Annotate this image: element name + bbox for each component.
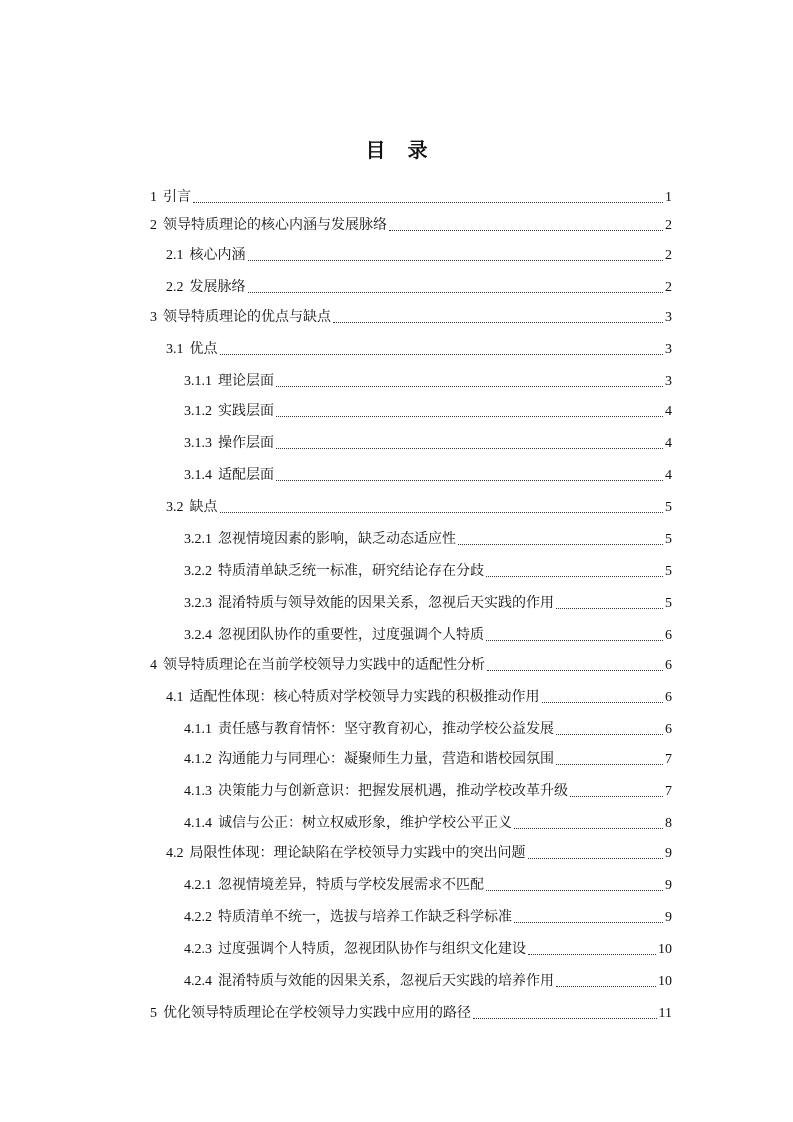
toc-entry-page: 6 — [665, 690, 672, 705]
toc-entry-number: 3.2.2 — [184, 564, 212, 579]
dot-leader — [333, 322, 663, 323]
toc-entry-text: 过度强调个人特质，忽视团队协作与组织文化建设 — [218, 941, 526, 957]
toc-entry-page: 8 — [665, 816, 672, 831]
dot-leader — [486, 640, 663, 641]
dot-leader — [556, 764, 663, 765]
toc-entry-label — [184, 973, 554, 990]
toc-entry[interactable] — [184, 936, 672, 958]
toc-entry[interactable] — [184, 904, 672, 926]
dot-leader — [276, 448, 663, 449]
toc-entry-number: 3.2.4 — [184, 628, 212, 643]
toc-entry-text: 忽视情境因素的影响，缺乏动态适应性 — [218, 531, 456, 547]
toc-entry-number: 4.2.1 — [184, 878, 212, 893]
toc-entry-text: 领导特质理论的核心内涵与发展脉络 — [163, 217, 387, 233]
toc-entry-number: 2 — [150, 218, 157, 233]
toc-entry-text: 混淆特质与领导效能的因果关系，忽视后天实践的作用 — [218, 595, 554, 611]
dot-leader — [389, 230, 663, 231]
dot-leader — [528, 858, 664, 859]
toc-entry-number: 4.2 — [166, 846, 184, 861]
toc-entry-number: 2.2 — [166, 280, 184, 295]
dot-leader — [570, 796, 663, 797]
toc-entry-text: 诚信与公正：树立权威形象，维护学校公平正义 — [218, 815, 512, 831]
toc-entry-number: 3.2 — [166, 500, 184, 515]
toc-entry-number: 4.2.4 — [184, 974, 212, 989]
toc-entry-page: 10 — [658, 974, 672, 989]
toc-entry-label — [184, 909, 512, 926]
toc-entry-text: 局限性体现：理论缺陷在学校领导力实践中的突出问题 — [189, 845, 526, 861]
toc-entry-text: 领导特质理论的优点与缺点 — [163, 309, 331, 325]
toc-entry-label — [166, 279, 246, 296]
toc-entry-number: 1 — [150, 190, 157, 205]
toc-entry-text: 忽视团队协作的重要性，过度强调个人特质 — [218, 627, 484, 643]
toc-entry[interactable] — [184, 968, 672, 990]
toc-entry-page: 4 — [665, 468, 672, 483]
toc-entry-label — [184, 373, 274, 390]
toc-entry-number: 5 — [150, 1006, 157, 1021]
toc-entry-text: 实践层面 — [218, 403, 274, 419]
toc-entry-label — [150, 189, 191, 206]
toc-entry[interactable] — [184, 622, 672, 644]
toc-entry-number: 3.2.1 — [184, 532, 212, 547]
toc-entry-text: 特质清单缺乏统一标准，研究结论存在分歧 — [218, 563, 484, 579]
toc-entry-text: 引言 — [163, 189, 191, 205]
toc-title-char-1: 目 — [365, 138, 386, 162]
toc-entry-label — [150, 657, 485, 674]
toc-entry-page: 1 — [665, 190, 672, 205]
toc-entry-label — [184, 783, 568, 800]
dot-leader — [528, 954, 656, 955]
toc-entry-text: 责任感与教育情怀：坚守教育初心，推动学校公益发展 — [218, 721, 554, 737]
toc-entry-label — [166, 845, 526, 862]
toc-entry-page: 7 — [665, 784, 672, 799]
toc-entry-page: 4 — [665, 436, 672, 451]
toc-entry-text: 混淆特质与效能的因果关系，忽视后天实践的培养作用 — [218, 973, 554, 989]
toc-entry-label — [184, 815, 512, 832]
toc-entry-page: 5 — [665, 532, 672, 547]
dot-leader — [220, 512, 664, 513]
toc-entry-label — [184, 403, 274, 420]
toc-entry[interactable] — [184, 462, 672, 484]
dot-leader — [486, 576, 663, 577]
toc-entry[interactable] — [150, 304, 672, 326]
toc-entry-number: 4.1.2 — [184, 752, 212, 767]
dot-leader — [514, 828, 663, 829]
toc-entry-number: 2.1 — [166, 248, 184, 263]
toc-entry-page: 2 — [665, 280, 672, 295]
toc-entry-page: 6 — [665, 628, 672, 643]
toc-entry-number: 4.1.1 — [184, 722, 212, 737]
toc-entry-page: 6 — [665, 722, 672, 737]
toc-entry[interactable] — [184, 746, 672, 768]
toc-entry-label — [184, 941, 526, 958]
dot-leader — [276, 386, 663, 387]
toc-entry-page: 9 — [665, 878, 672, 893]
toc-entry-number: 3.1.1 — [184, 374, 212, 389]
toc-entry[interactable] — [184, 398, 672, 420]
toc-entry-page: 2 — [665, 248, 672, 263]
toc-entry-number: 4.1.3 — [184, 784, 212, 799]
toc-entry-number: 4.2.2 — [184, 910, 212, 925]
toc-entry-text: 领导特质理论在当前学校领导力实践中的适配性分析 — [163, 657, 485, 673]
dot-leader — [542, 702, 664, 703]
toc-entry-label — [184, 627, 484, 644]
dot-leader — [248, 260, 664, 261]
toc-entry-label — [150, 309, 331, 326]
toc-entry-label — [184, 751, 554, 768]
dot-leader — [276, 416, 663, 417]
toc-entry-number: 3.2.3 — [184, 596, 212, 611]
toc-entry-label — [166, 341, 218, 358]
toc-entry[interactable] — [184, 526, 672, 548]
toc-entry[interactable] — [166, 684, 672, 706]
toc-entry-page: 7 — [665, 752, 672, 767]
toc-entry[interactable] — [184, 558, 672, 580]
toc-title — [0, 134, 793, 163]
toc-entry[interactable] — [184, 430, 672, 452]
toc-entry[interactable] — [184, 368, 672, 390]
toc-entry-page: 2 — [665, 218, 672, 233]
dot-leader — [276, 480, 663, 481]
toc-entry-page: 4 — [665, 404, 672, 419]
toc-entry-number: 3.1.3 — [184, 436, 212, 451]
toc-entry[interactable] — [150, 1000, 672, 1022]
toc-entry[interactable] — [184, 716, 672, 738]
toc-entry-page: 10 — [658, 942, 672, 957]
dot-leader — [458, 544, 663, 545]
toc-entry-page: 5 — [665, 596, 672, 611]
toc-entry-text: 缺点 — [189, 499, 218, 515]
toc-entry-page: 6 — [665, 658, 672, 673]
toc-entry-text: 优化领导特质理论在学校领导力实践中应用的路径 — [163, 1005, 471, 1021]
dot-leader — [193, 202, 663, 203]
toc-entry[interactable] — [166, 840, 672, 862]
toc-entry-text: 理论层面 — [218, 373, 274, 389]
toc-entry-label — [184, 435, 274, 452]
dot-leader — [556, 608, 663, 609]
toc-entry-page: 9 — [665, 846, 672, 861]
toc-entry-text: 核心内涵 — [189, 247, 246, 263]
toc-entry[interactable] — [184, 810, 672, 832]
toc-entry-page: 5 — [665, 564, 672, 579]
toc-entry-page: 11 — [658, 1006, 672, 1021]
toc-entry-label — [184, 877, 484, 894]
toc-entry[interactable] — [184, 590, 672, 612]
toc-entry-page: 5 — [665, 500, 672, 515]
dot-leader — [514, 922, 663, 923]
toc-entry-number: 4.1 — [166, 690, 184, 705]
toc-entry[interactable] — [166, 494, 672, 516]
toc-entry-page: 3 — [665, 310, 672, 325]
toc-entry-text: 优点 — [189, 341, 218, 357]
toc-entry[interactable] — [150, 184, 672, 206]
dot-leader — [473, 1018, 657, 1019]
toc-entry-label — [184, 563, 484, 580]
dot-leader — [248, 292, 664, 293]
toc-entry-text: 忽视情境差异，特质与学校发展需求不匹配 — [218, 877, 484, 893]
dot-leader — [556, 986, 656, 987]
toc-entry-text: 发展脉络 — [189, 279, 246, 295]
dot-leader — [220, 354, 664, 355]
toc-entry-label — [166, 247, 246, 264]
toc-entry[interactable] — [150, 652, 672, 674]
toc-entry-number: 4.2.3 — [184, 942, 212, 957]
toc-entry-page: 9 — [665, 910, 672, 925]
toc-entry-page: 3 — [665, 342, 672, 357]
dot-leader — [556, 734, 663, 735]
toc-entry-text: 决策能力与创新意识：把握发展机遇，推动学校改革升级 — [218, 783, 568, 799]
toc-entry-number: 3.1.2 — [184, 404, 212, 419]
toc-entry-text: 适配性体现：核心特质对学校领导力实践的积极推动作用 — [189, 689, 540, 705]
toc-entry[interactable] — [150, 212, 672, 234]
toc-entry-text: 特质清单不统一，选拔与培养工作缺乏科学标准 — [218, 909, 512, 925]
toc-entry-number: 3.1.4 — [184, 468, 212, 483]
toc-entry-page: 3 — [665, 374, 672, 389]
toc-entry-label — [150, 217, 387, 234]
toc-entry[interactable] — [166, 242, 672, 264]
toc-entry[interactable] — [166, 336, 672, 358]
dot-leader — [487, 670, 663, 671]
toc-entry-text: 沟通能力与同理心：凝聚师生力量，营造和谐校园氛围 — [218, 751, 554, 767]
toc-title-char-2: 录 — [407, 138, 428, 162]
toc-entry-text: 适配层面 — [218, 467, 274, 483]
toc-entry-number: 4.1.4 — [184, 816, 212, 831]
toc-entry-label — [184, 531, 456, 548]
toc-entry-label — [150, 1005, 471, 1022]
toc-entry-number: 3.1 — [166, 342, 184, 357]
dot-leader — [486, 890, 663, 891]
toc-entry-text: 操作层面 — [218, 435, 274, 451]
toc-entry-number: 3 — [150, 310, 157, 325]
toc-entry-label — [166, 499, 218, 516]
toc-entry-label — [184, 467, 274, 484]
toc-entry[interactable] — [184, 778, 672, 800]
toc-entry-label — [184, 595, 554, 612]
toc-entry-label — [184, 721, 554, 738]
toc-entry[interactable] — [166, 274, 672, 296]
toc-entry-label — [166, 689, 540, 706]
toc-entry[interactable] — [184, 872, 672, 894]
toc-entry-number: 4 — [150, 658, 157, 673]
